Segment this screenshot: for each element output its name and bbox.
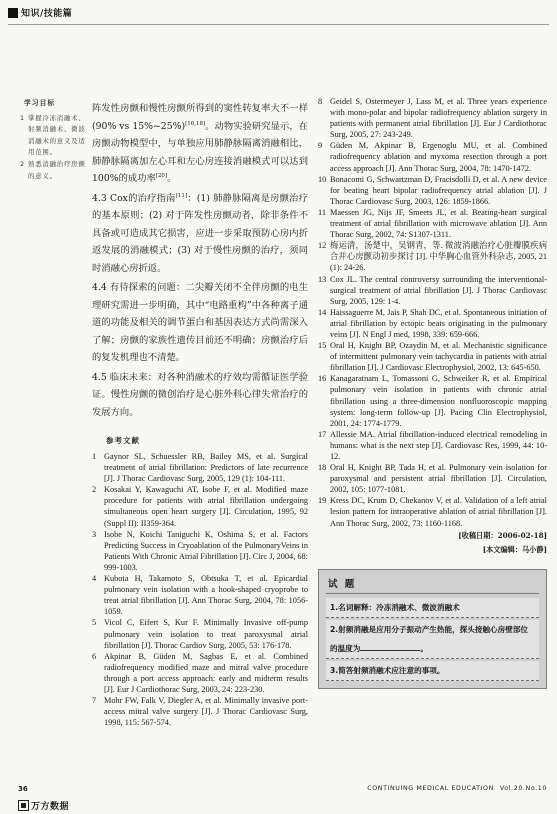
- reference-item: [92, 695, 308, 728]
- black-square-icon: [8, 8, 18, 18]
- header-rule: [8, 24, 549, 25]
- quiz-question: [326, 598, 539, 618]
- reference-number: 1: [92, 452, 97, 461]
- reference-item: [318, 462, 547, 495]
- references-heading: 参考文献: [106, 436, 140, 445]
- body-paragraph: 4.4 有待探索的问题：二尖瓣关闭不全伴房颤的电生理研究需进一步明确，其中“电路重构”中各种离子通道的功能及相关的调节蛋白和基因表达方式尚需深入了解；房颤的家族性遗传目前还不明确；房颤治疗后的复发机理也不清楚。: [92, 282, 308, 363]
- paragraph-text: ：(1) 肺静脉隔离是房颤治疗的基本原则；(2) 对于阵发性房颤动者，除非条件不具备或可造成其它损害，应进一步采取预防心房内折返发展的消融模式；(3) 对于慢性房颤的治疗，须同时消融心房折返。: [92, 192, 308, 274]
- reference-item: [318, 140, 547, 173]
- reference-text: Kubota H, Takamoto S, Obtsuka T, et al. Epicardial pulmonary vein isolation with a hook-shaped cryoprobe to treat atrial fibrillation [J]. Ann Thorac Surg, 2004, 78: 1056-1059.: [104, 574, 308, 617]
- reference-item: [318, 495, 547, 528]
- reference-text: Kanagaratnam L, Tomassoni G, Schweiker R, et al. Empirical pulmonary vein isolation in patients with chronic atrial fibrillation using a three-dimension nonfluoroscopic mapping system: long-term follow-up [J]. Pacing Clin Electrophysiol, 2001, 24: 1774-1779.: [330, 374, 547, 428]
- citation: [11]: [175, 192, 187, 199]
- reference-number: 17: [318, 429, 327, 439]
- journal-footer: [367, 785, 547, 792]
- reference-text: Isobe N, Koichi Taniguchi K, Oshima S, et al. Factors Predicting Success in Cryoablation of the PulmonaryVeins in Patients With Chronic Atrial Fibrillation [J]. Circ J, 2004, 68: 999-1003.: [104, 529, 308, 572]
- reference-text: Kosakai Y, Kawaguchi AT, Isobe F, et al. Modified maze procedure for patients with atrial fibrillation undergoing simultaneous open heart surgery [J]. Circulation, 1995, 92 (Suppl II): II359-364.: [104, 485, 308, 528]
- quiz-question-text: 1.名词解释：冷冻消融术、微波消融术: [330, 602, 460, 612]
- reference-text: Vicol C, Eifert S, Kur F. Minimally Invasive off-pump pulmonary vein isolation to treat paroxysmal atrial fibrillation [J]. Thorac Cardiov Surg, 2005, 53: 176-178.: [104, 618, 308, 650]
- right-column: [318, 96, 547, 776]
- wanfang-logo-icon: [18, 800, 29, 811]
- journal-volume: Vol.20.No.10: [499, 785, 547, 792]
- objectives-heading: 学习目标: [24, 99, 56, 107]
- reference-item: [318, 373, 547, 428]
- reference-number: 15: [318, 341, 327, 351]
- reference-text: Mohr FW, Falk V, Diegler A, et al. Minimally invasive port-access mitral valve surgery [J]. J Thorac Cardiovasc Surg, 1998, 115: 567-574.: [104, 696, 308, 728]
- reference-number: 6: [92, 651, 97, 661]
- paragraph-text: 4.3 Cox的治疗指南: [92, 192, 176, 204]
- objective-number: 2: [20, 159, 25, 168]
- reference-text: Güden M, Akpinar B, Ergenoglu MU, et al. Combined radiofrequency ablation and myxoma resection through a port access approach [J]. Ann Thorac Surg, 2004, 78: 1470-1472.: [330, 141, 547, 173]
- page-number: 36: [18, 785, 28, 793]
- reference-number: 7: [92, 696, 97, 706]
- reference-number: 12: [318, 241, 327, 251]
- reference-item: [318, 340, 547, 373]
- reference-item: [318, 207, 547, 240]
- reference-item: [92, 529, 308, 573]
- reference-text: Cox JL. The central controversy surrounding the interventional-surgical treatment of atrial fibrillation [J]. J Thorac Cardiovasc Surg, 2005, 129: 1-4.: [330, 274, 547, 306]
- body-paragraph: 4.5 临床未来：对各种消融术的疗效均需循证医学验证。慢性房颤的微创治疗是心脏外科心律失常治疗的发展方向。: [92, 371, 308, 418]
- objective-text: 掌握冷冻消融术、射频消融术、微波消融术的意义及适用范围。: [28, 113, 86, 157]
- quiz-title: 试 题: [326, 575, 539, 594]
- objective-text: 熟悉消融治疗房颤的意义。: [28, 159, 86, 180]
- body-paragraph: [92, 190, 308, 278]
- editor-credit: [本文编辑：马小静]: [482, 544, 547, 554]
- reference-number: 5: [92, 618, 97, 628]
- objective-item: [20, 113, 86, 159]
- reference-item: [92, 651, 308, 695]
- reference-number: 13: [318, 274, 327, 284]
- reference-text: Geidel S, Ostermeyer J, Lass M, et al. Three years experience with mono-polar and bipolar radiofrequency ablation surgery in patients with permanent atrial fibrillation [J]. Eur J Cardiothorac Surg, 2005, 27: 243-249.: [330, 97, 547, 140]
- reference-item: [318, 240, 547, 273]
- citation: [20]: [155, 172, 168, 179]
- reference-text: Akpinar B, Güden M, Sagbas E, et al. Combined radiofrequency modified maze and mitral valve procedure through a port access approach: early and midterm results [J]. Eur J Cardiothorac Surg, 2003, 24: 223-230.: [104, 651, 308, 694]
- learning-objectives: [20, 98, 86, 182]
- reference-text: Kress DC, Krum D, Chekanov V, et al. Validation of a left atrial lesion pattern for intraoperative ablation of atrial fibrillation [J]. Ann Thorac Surg, 2002, 73: 1160-1168.: [330, 496, 547, 528]
- watermark-text: 万方数据: [31, 802, 70, 812]
- reference-number: 11: [318, 207, 326, 217]
- reference-number: 10: [318, 174, 327, 184]
- received-date: [收稿日期：2006-02-18]: [458, 530, 547, 540]
- reference-item: [92, 484, 308, 528]
- quiz-question: [326, 620, 539, 659]
- reference-text: 梅运清，汤楚中，吴钢青，等. 微波消融治疗心脏瓣膜疾病合并心房颤动初步探讨 [J]. 中华胸心血管外科杂志, 2005, 21 (1): 24-26.: [330, 241, 547, 273]
- reference-item: [318, 274, 547, 307]
- quiz-question-text: 3.简答射频消融术应注意的事项。: [330, 665, 445, 675]
- objective-number: 1: [20, 113, 25, 122]
- reference-number: 3: [92, 529, 97, 539]
- reference-number: 14: [318, 307, 327, 317]
- journal-name: CONTINUING MEDICAL EDUCATION: [367, 785, 494, 792]
- reference-text: Haissaguerre M, Jais P, Shah DC, et al. Spontaneous initiation of atrial fibrillation by ectopic beats originating in the pulmonary veins [J]. N Engl J med, 1998, 339: 659-666.: [330, 307, 547, 339]
- reference-item: [92, 451, 308, 484]
- reference-item: [318, 429, 547, 462]
- body-paragraph: [92, 100, 308, 188]
- citation: [16,18]: [185, 120, 206, 127]
- reference-number: 9: [318, 141, 323, 151]
- reference-text: Bonacomi G, Schwartzman D, Fracisdolli D, et al. A new device for beating heart bipolar radiofrequency atrial ablation [J]. J Thorac Cardiovasc Surg, 2003, 126: 1859-1866.: [330, 174, 547, 206]
- quiz-question: [326, 661, 539, 681]
- paragraph-text: 阵发性房颤和慢性房颤所得到的窦性转复率大不一样(90% vs 15%~25%): [92, 103, 308, 132]
- reference-number: 16: [318, 374, 327, 384]
- reference-text: Allessie MA. Atrial fibrillation-induced electrical remodeling in humans: what is the next step [J]. Cardiovasc Res, 1999, 44: 10-12.: [330, 429, 547, 461]
- answer-blank: [360, 641, 420, 651]
- reference-number: 19: [318, 496, 327, 506]
- quiz-box: [318, 569, 547, 689]
- main-column: [92, 100, 308, 776]
- reference-text: Oral H, Knight BP, Tada H, et al. Pulmonary vein isolation for paroxysmal and persistent atrial fibrillation [J]. Circulation, 2002, 105: 1077-1081.: [330, 463, 547, 495]
- watermark-logo: [18, 799, 69, 812]
- reference-number: 2: [92, 485, 97, 495]
- reference-item: [92, 573, 308, 617]
- reference-item: [318, 307, 547, 340]
- reference-item: [92, 617, 308, 650]
- reference-number: 18: [318, 463, 327, 473]
- reference-text: Gaynor SL, Schuessler RB, Bailey MS, et al. Surgical treatment of atrial fibrillation: Predictors of late recurrence [J]. J Thorac Cardiovasc Surg, 2005, 129 (1): 104-111.: [104, 452, 308, 484]
- section-title: 知识/技能篇: [21, 9, 73, 19]
- quiz-question-text: 2.射频消融是应用分子振动产生热能，探头接触心房壁部位的温度为: [330, 624, 529, 653]
- reference-text: Maessen JG, Nijs JF, Smeets JL, et al. Beating-heart surgical treatment of atrial fibrillation with microwave ablation [J]. Ann Thorac Surg, 2002, 74: S1307-1311.: [330, 207, 547, 240]
- reference-number: 4: [92, 574, 97, 584]
- paragraph-text: 。动物实验研究显示，在房颤动物模型中，与单独应用肺静脉隔离消融相比，肺静脉隔离加左心耳和左心房连接消融模式可以达到100%的成功率: [92, 120, 308, 184]
- reference-item: [318, 96, 547, 140]
- section-header: [8, 6, 72, 19]
- objective-item: [20, 159, 86, 182]
- paragraph-text: 。: [167, 173, 177, 184]
- quiz-question-text: 。: [420, 643, 428, 653]
- reference-text: Oral H, Knight BP, Ozaydin M, et al. Mechanistic significance of intermittent pulmonary vein tachycardia in patients with atrial fibrillation [J]. J Cardiovasc Electrophysiol, 2002, 13: 645-650.: [330, 341, 547, 373]
- reference-number: 8: [318, 97, 323, 106]
- reference-item: [318, 174, 547, 207]
